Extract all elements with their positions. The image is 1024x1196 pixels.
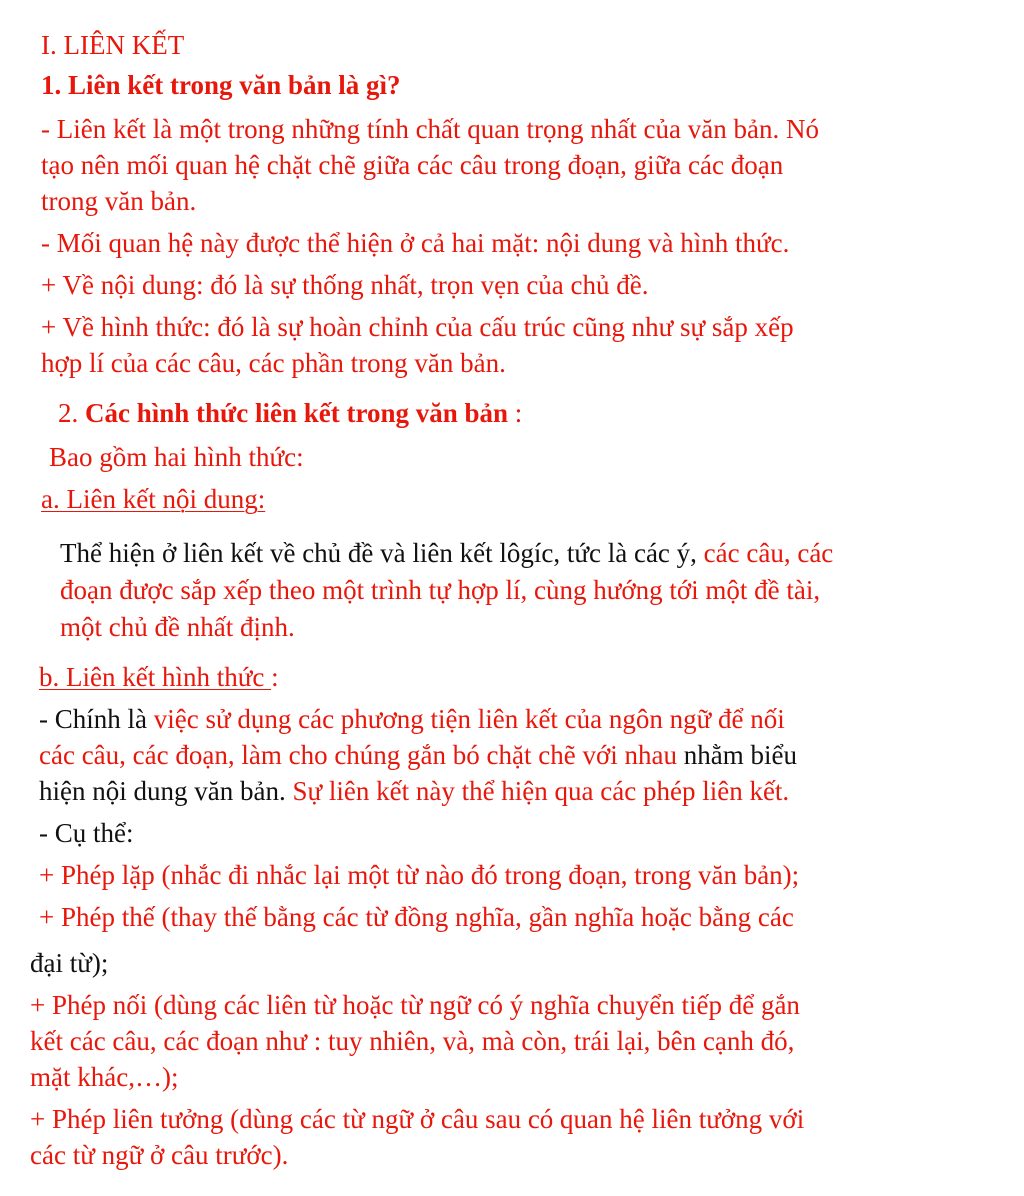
definition-line-2: tạo nên mối quan hệ chặt chẽ giữa các câu trong đoạn, giữa các đoạn: [41, 150, 784, 180]
part-b-line-3-red: Sự liên kết này thể hiện qua các phép liên kết.: [285, 776, 790, 806]
part-a-line-2: đoạn được sắp xếp theo một trình tự hợp lí, cùng hướng tới một đề tài,: [60, 575, 821, 605]
definition-line-1: - Liên kết là một trong những tính chất quan trọng nhất của văn bản. Nó: [41, 114, 819, 144]
repetition-method-line: + Phép lặp (nhắc đi nhắc lại một từ nào đó trong đoạn, trong văn bản);: [39, 860, 800, 890]
part-b-line-2-black: nhằm biểu: [677, 740, 797, 770]
part-a-label-text: a. Liên kết nội dung:: [41, 484, 266, 514]
form-aspect-line-1: + Về hình thức: đó là sự hoàn chỉnh của cấu trúc cũng như sự sắp xếp: [41, 312, 794, 342]
subsection-2-number: 2.: [58, 398, 79, 428]
relation-line: - Mối quan hệ này được thể hiện ở cả hai mặt: nội dung và hình thức.: [41, 228, 790, 258]
content-aspect-line: + Về nội dung: đó là sự thống nhất, trọn vẹn của chủ đề.: [41, 270, 649, 300]
conjunction-method-line-1: + Phép nối (dùng các liên từ hoặc từ ngữ có ý nghĩa chuyển tiếp để gắn: [30, 990, 800, 1020]
association-method-line-2: các từ ngữ ở câu trước).: [30, 1140, 289, 1170]
intro-line: Bao gồm hai hình thức:: [49, 442, 304, 472]
part-b-label: [39, 660, 279, 694]
conjunction-method-line-3: mặt khác,…);: [30, 1062, 179, 1092]
part-a-line-1: [60, 536, 833, 570]
part-b-line-3: [39, 774, 789, 808]
section-heading: I. LIÊN KẾT: [41, 30, 185, 60]
conjunction-method-line-2: kết các câu, các đoạn như : tuy nhiên, và, mà còn, trái lại, bên cạnh đó,: [30, 1026, 795, 1056]
form-aspect-line-2: hợp lí của các câu, các phần trong văn bản.: [41, 348, 506, 378]
part-b-label-text: b. Liên kết hình thức: [39, 662, 272, 692]
part-b-label-colon: :: [271, 662, 279, 692]
part-a-line-1-red: các câu, các: [696, 538, 834, 568]
part-b-line-2: [39, 738, 797, 772]
part-b-line-2-red: các câu, các đoạn, làm cho chúng gắn bó chặt chẽ với nhau: [39, 740, 677, 770]
subsection-2-title: [58, 396, 522, 430]
part-b-line-3-black: hiện nội dung văn bản.: [39, 776, 286, 806]
subsection-2-colon: :: [508, 398, 523, 428]
part-a-line-1-black: Thể hiện ở liên kết về chủ đề và liên kết lôgíc, tức là các ý,: [60, 538, 697, 568]
part-b-line-1: [39, 702, 785, 736]
part-a-line-3: một chủ đề nhất định.: [60, 612, 295, 642]
part-a-label: [41, 482, 265, 516]
part-b-line-1-red: việc sử dụng các phương tiện liên kết của ngôn ngữ để nối: [147, 704, 785, 734]
definition-line-3: trong văn bản.: [41, 186, 197, 216]
subsection-1-title: 1. Liên kết trong văn bản là gì?: [41, 70, 401, 100]
subsection-2-text: Các hình thức liên kết trong văn bản: [78, 398, 509, 428]
substitution-method-line-1: + Phép thế (thay thế bằng các từ đồng nghĩa, gần nghĩa hoặc bằng các: [39, 902, 794, 932]
association-method-line-1: + Phép liên tưởng (dùng các từ ngữ ở câu sau có quan hệ liên tưởng với: [30, 1104, 805, 1134]
part-b-line-1-black: - Chính là: [39, 704, 147, 734]
specifically-line: - Cụ thể:: [39, 818, 134, 848]
substitution-method-line-2: đại từ);: [30, 948, 109, 978]
